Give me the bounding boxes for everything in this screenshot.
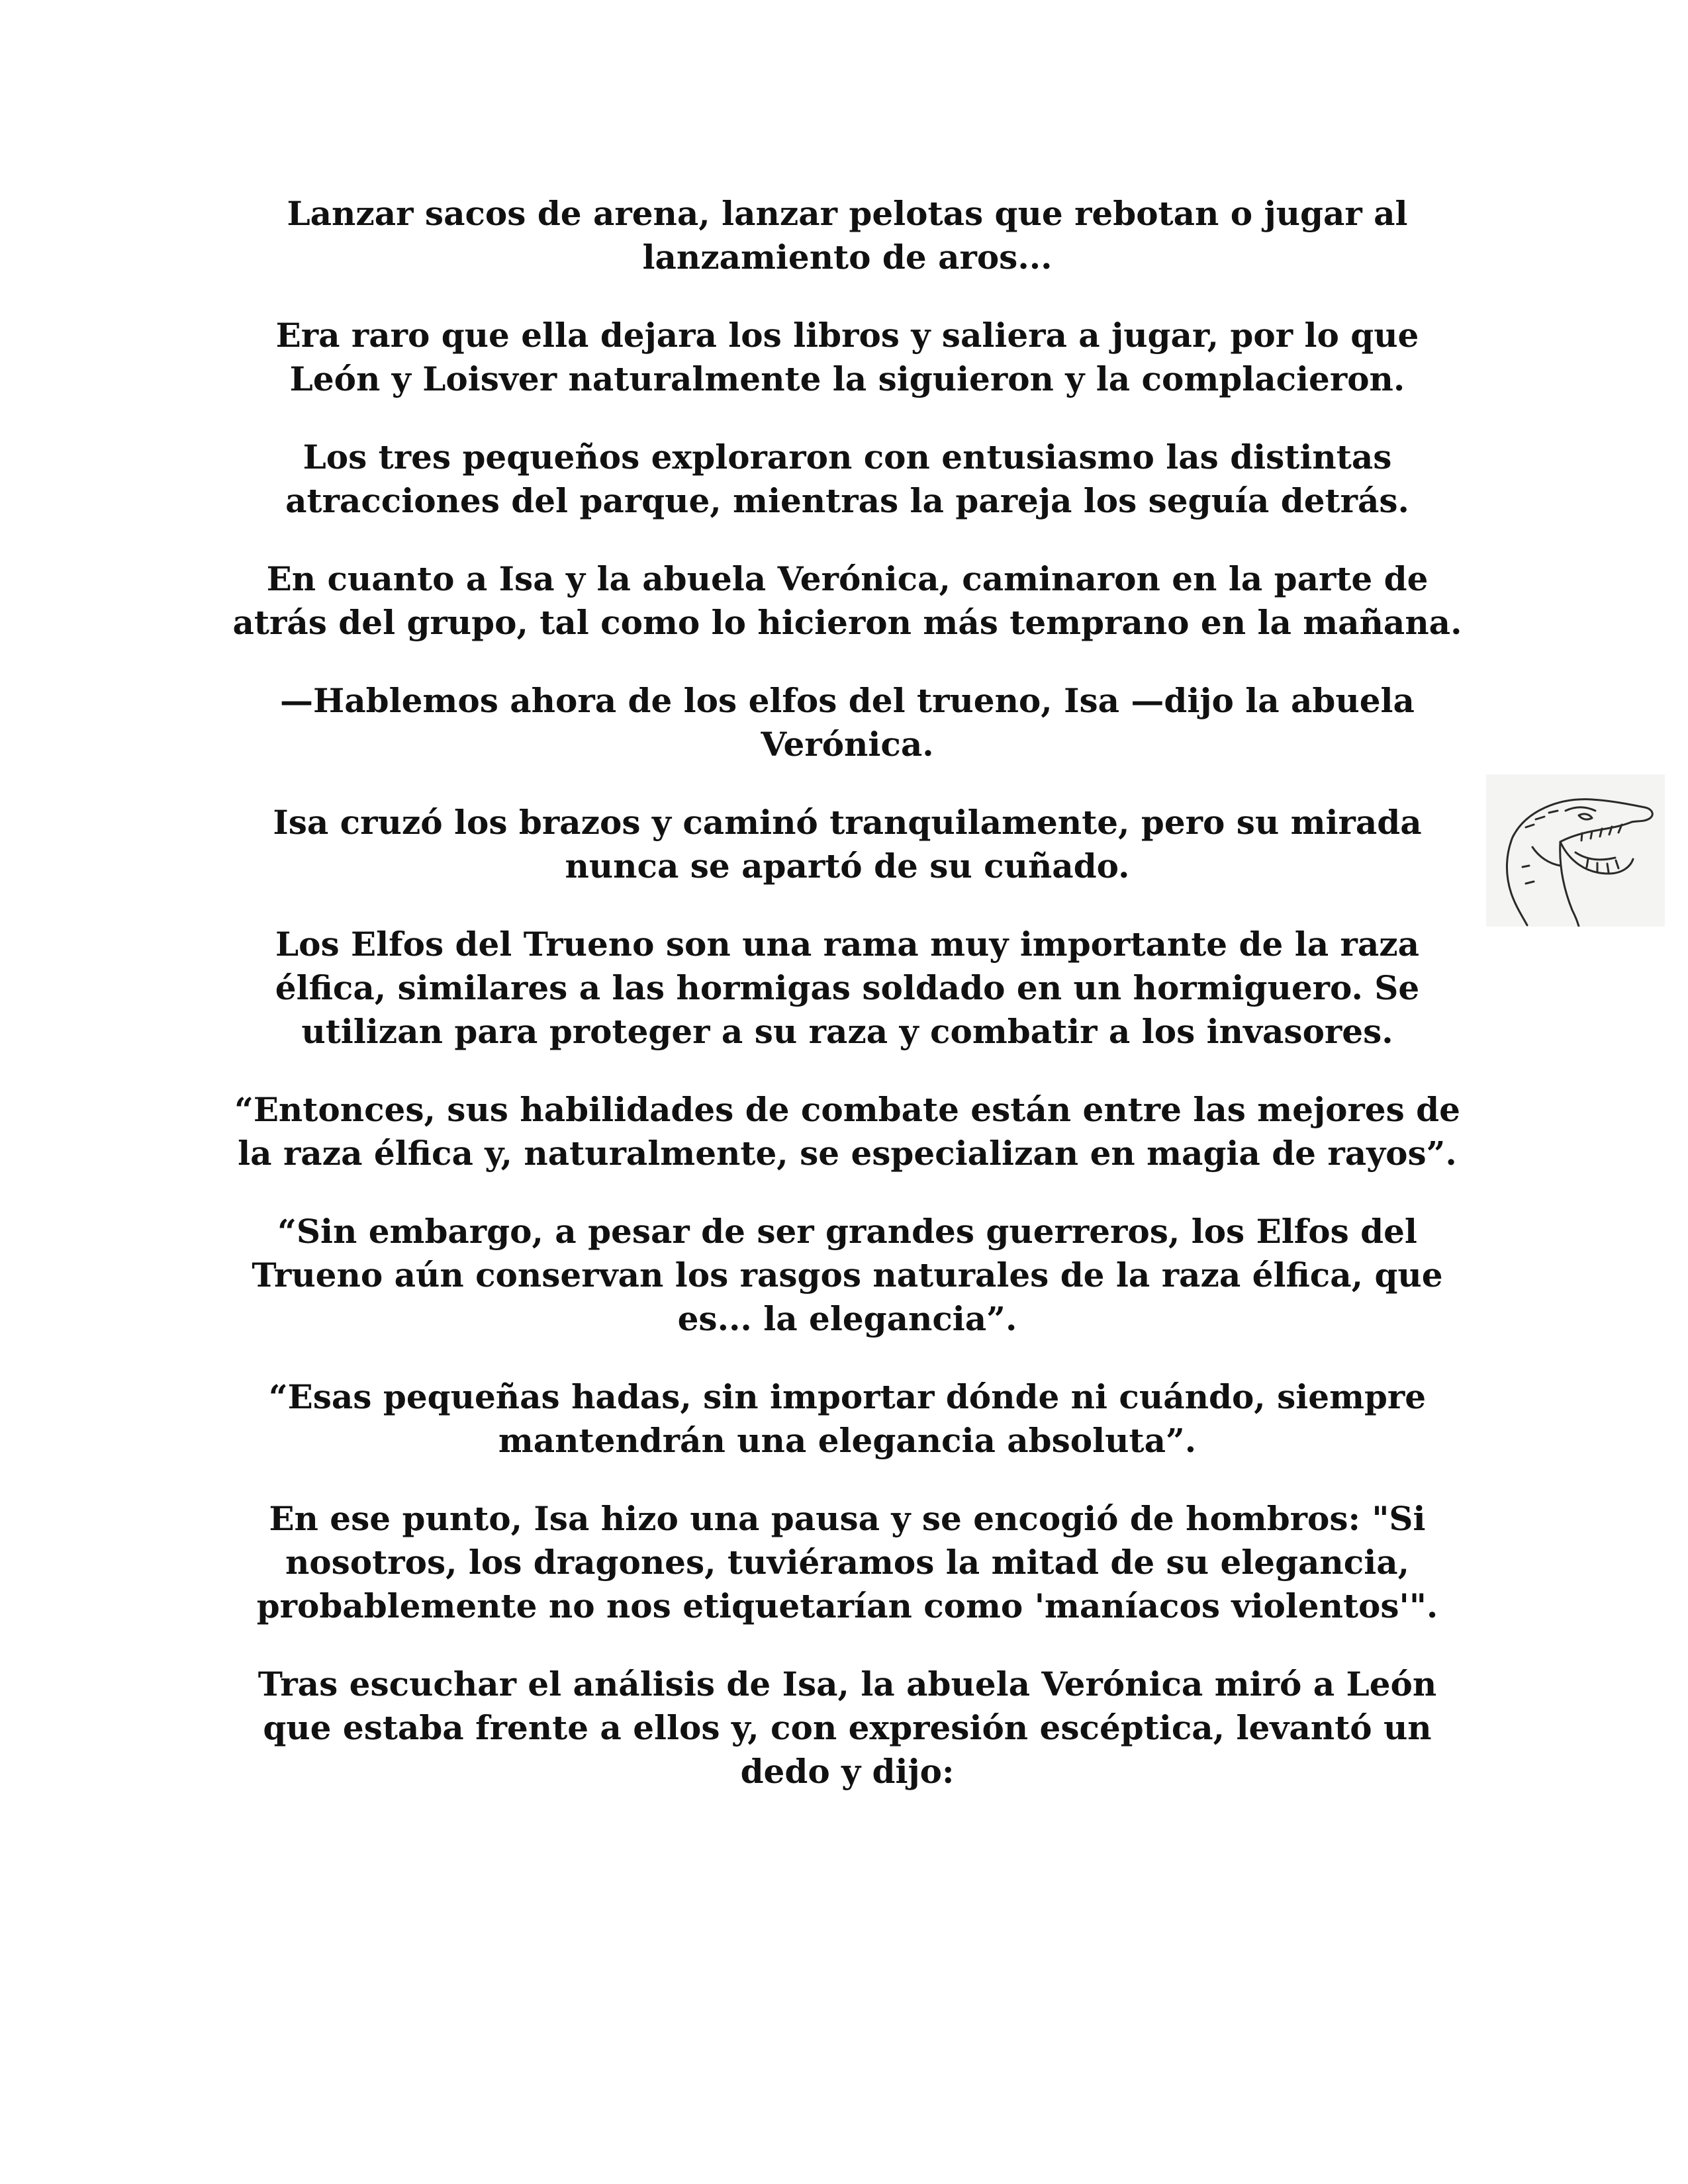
paragraph: —Hablemos ahora de los elfos del trueno, Isa —dijo la abuela Verónica. [280,681,1415,764]
paragraph: Tras escuchar el análisis de Isa, la abuela Verónica miró a León que estaba frente a ellos y, con expresión escéptica, levantó un dedo y dijo: [258,1664,1437,1791]
paragraph: Lanzar sacos de arena, lanzar pelotas que rebotan o jugar al lanzamiento de aros... [287,194,1408,277]
paragraph: Era raro que ella dejara los libros y saliera a jugar, por lo que León y Loisver naturalmente la siguieron y la complacieron. [275,316,1419,398]
paragraph: “Esas pequeñas hadas, sin importar dónde ni cuándo, siempre mantendrán una elegancia absoluta”. [268,1377,1427,1460]
paragraph: “Sin embargo, a pesar de ser grandes guerreros, los Elfos del Trueno aún conservan los rasgos naturales de la raza élfica, que es... la elegancia”. [252,1212,1443,1338]
document-body [225,192,1470,1828]
paragraph: En cuanto a Isa y la abuela Verónica, caminaron en la parte de atrás del grupo, tal como lo hicieron más temprano en la mañana. [232,559,1462,642]
paragraph: “Entonces, sus habilidades de combate están entre las mejores de la raza élfica y, naturalmente, se especializan en magia de rayos”. [234,1090,1460,1173]
paragraph: Isa cruzó los brazos y caminó tranquilamente, pero su mirada nunca se apartó de su cuñado. [273,803,1422,886]
dinosaur-head-sketch-icon [1486,774,1665,927]
paragraph: Los tres pequeños exploraron con entusiasmo las distintas atracciones del parque, mientras la pareja los seguía detrás. [285,437,1409,520]
paragraph: Los Elfos del Trueno son una rama muy importante de la raza élfica, similares a las hormigas soldado en un hormiguero. Se utilizan para proteger a su raza y combatir a los invasores. [275,925,1420,1051]
paragraph: En ese punto, Isa hizo una pausa y se encogió de hombros: "Si nosotros, los dragones, tuviéramos la mitad de su elegancia, probablemente no nos etiquetarían como 'maníacos violentos'". [256,1499,1438,1625]
